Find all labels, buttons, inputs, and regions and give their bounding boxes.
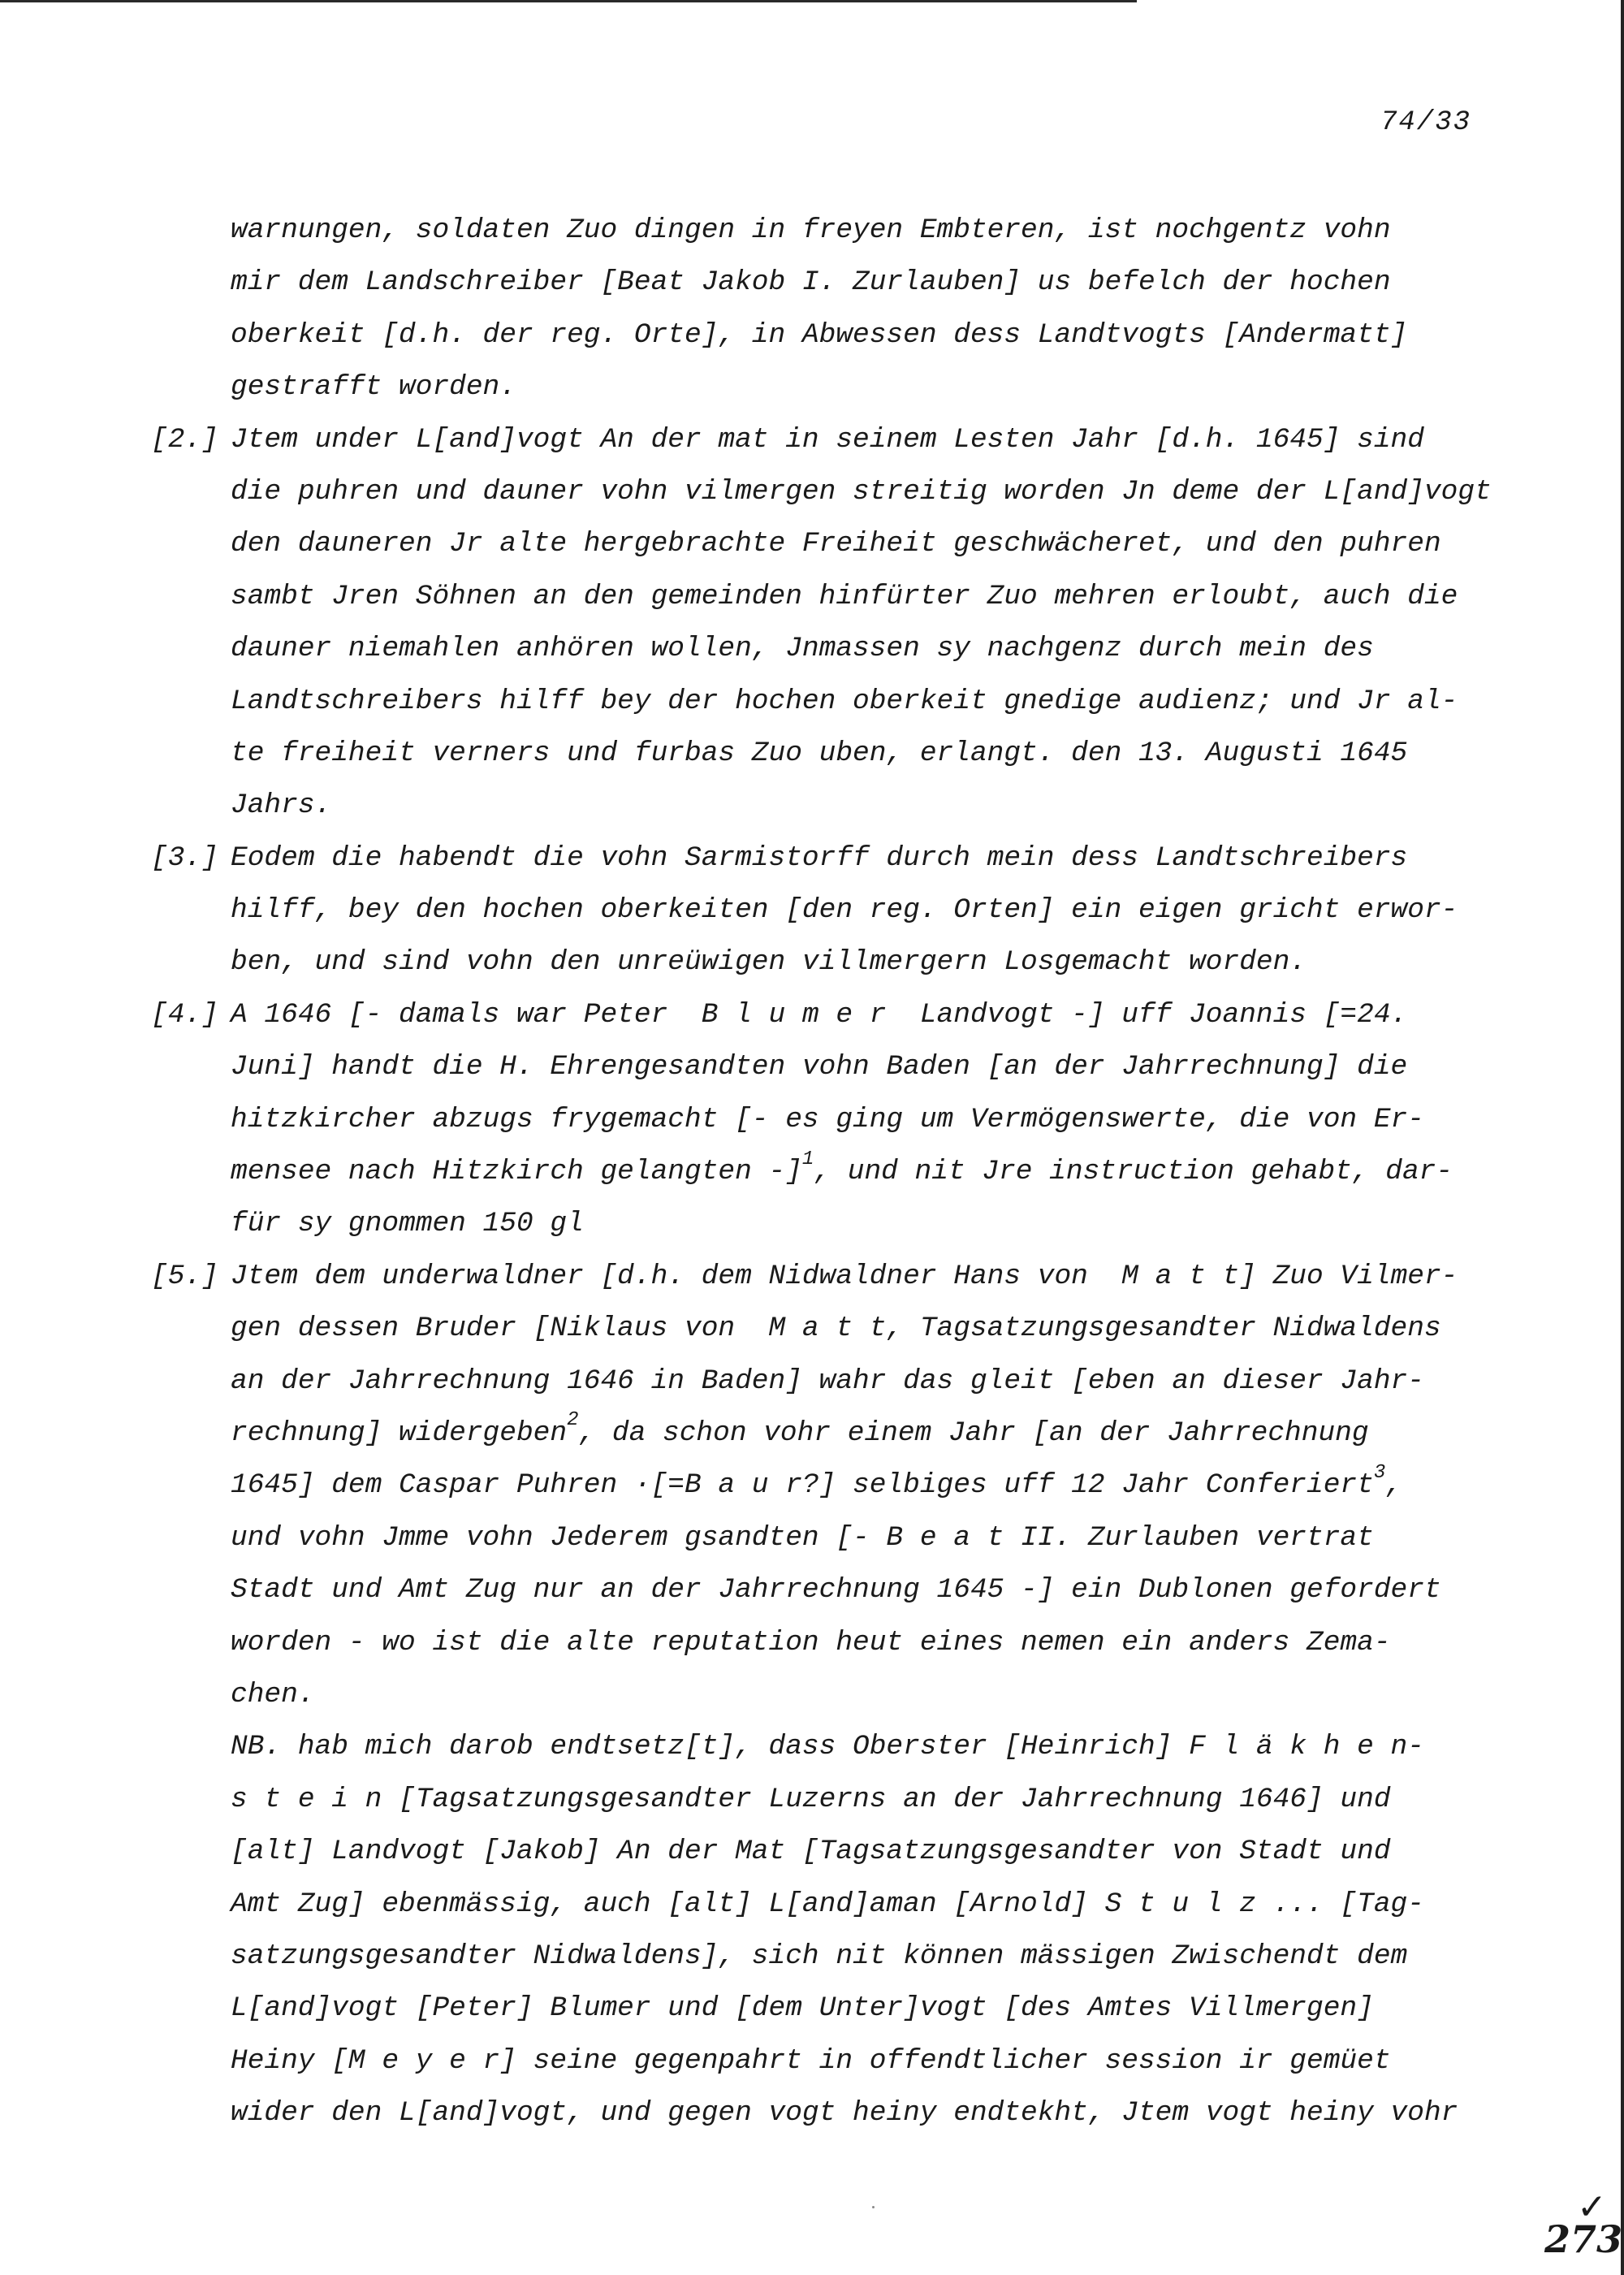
text-line — [231, 1460, 1562, 1512]
paragraph-number: [3.] — [151, 841, 218, 874]
line-text: 1645] dem Caspar Puhren ·[=B a u r?] selbiges uff 12 Jahr Conferiert — [231, 1469, 1374, 1502]
footnote-marker: 3 — [1373, 1461, 1386, 1484]
text-line — [231, 1303, 1562, 1355]
footnote-marker: 2 — [567, 1409, 579, 1432]
page-number: 74/33 — [1380, 107, 1472, 138]
line-text: den dauneren Jr alte hergebrachte Freiheit geschwächeret, und den puhren — [231, 528, 1441, 560]
line-text: L[and]vogt [Peter] Blumer und [dem Unter]vogt [des Amtes Villmergen] — [231, 1992, 1374, 2025]
line-text: s t e i n [Tagsatzungsgesandter Luzerns an der Jahrrechnung 1646] und — [231, 1783, 1391, 1815]
text-line — [151, 414, 1562, 466]
line-text: A 1646 [- damals war Peter B l u m e r Landvogt -] uff Joannis [=24. — [231, 998, 1408, 1031]
line-text: warnungen, soldaten Zuo dingen in freyen Embteren, ist nochgentz vohn — [231, 214, 1391, 246]
line-text: Stadt und Amt Zug nur an der Jahrrechnung 1645 -] ein Dublonen gefordert — [231, 1574, 1441, 1607]
text-line — [231, 1564, 1562, 1616]
text-line — [231, 1094, 1562, 1146]
text-line — [231, 728, 1562, 780]
line-text: rechnung] widergeben — [231, 1416, 568, 1449]
text-line — [231, 1198, 1562, 1250]
line-text: gestrafft worden. — [231, 371, 516, 404]
text-line — [231, 361, 1562, 413]
line-text: mir dem Landschreiber [Beat Jakob I. Zurlauben] us befelch der hochen — [231, 266, 1391, 299]
text-line — [231, 518, 1562, 570]
line-text: sambt Jren Söhnen an den gemeinden hinfürter Zuo mehren erloubt, auch die — [231, 580, 1458, 612]
checkmark-annotation: ✓ — [1577, 2186, 1607, 2228]
text-line — [231, 1983, 1562, 2035]
paragraph-number: [4.] — [151, 998, 218, 1031]
line-text: und vohn Jmme vohn Jederem gsandten [- B e a t II. Zurlauben vertrat — [231, 1521, 1374, 1554]
text-line — [231, 1669, 1562, 1721]
text-line — [231, 2087, 1562, 2139]
scan-speck — [872, 2206, 875, 2208]
line-text: mensee nach Hitzkirch gelangten -] — [231, 1156, 802, 1188]
text-line — [151, 1251, 1562, 1303]
line-text: Eodem die habendt die vohn Sarmistorff durch mein dess Landtschreibers — [231, 841, 1408, 874]
text-line — [151, 833, 1562, 884]
text-line — [231, 309, 1562, 361]
text-line — [151, 989, 1562, 1041]
text-line — [231, 623, 1562, 675]
line-text: an der Jahrrechnung 1646 in Baden] wahr das gleit [eben an dieser Jahr- — [231, 1365, 1424, 1397]
text-line — [231, 205, 1562, 257]
scan-border-top — [0, 0, 1137, 2]
line-text: Amt Zug] ebenmässig, auch [alt] L[and]aman [Arnold] S t u l z ... [Tag- — [231, 1888, 1424, 1920]
line-text: gen dessen Bruder [Niklaus von M a t t, Tagsatzungsgesandter Nidwaldens — [231, 1313, 1441, 1345]
line-text: Jtem dem underwaldner [d.h. dem Nidwaldner Hans von M a t t] Zuo Vilmer- — [231, 1260, 1458, 1292]
line-text: Landtschreibers hilff bey der hochen oberkeit gnedige audienz; und Jr al- — [231, 685, 1458, 717]
text-line — [231, 676, 1562, 728]
line-text: oberkeit [d.h. der reg. Orte], in Abwessen dess Landtvogts [Andermatt] — [231, 318, 1408, 351]
line-text: satzungsgesandter Nidwaldens], sich nit können mässigen Zwischendt dem — [231, 1940, 1408, 1972]
text-line — [231, 1512, 1562, 1564]
text-line — [231, 1774, 1562, 1826]
text-line — [231, 1617, 1562, 1669]
line-text: chen. — [231, 1678, 315, 1711]
line-text: Jtem under L[and]vogt An der mat in seinem Lesten Jahr [d.h. 1645] sind — [231, 423, 1424, 456]
line-text: für sy gnommen 150 gl — [231, 1208, 584, 1240]
line-text: te freiheit verners und furbas Zuo uben, erlangt. den 13. Augusti 1645 — [231, 737, 1408, 769]
text-line — [231, 466, 1562, 518]
text-line — [231, 1826, 1562, 1878]
text-line — [231, 1356, 1562, 1408]
text-line — [231, 936, 1562, 988]
line-text: Jahrs. — [231, 789, 332, 822]
text-line — [231, 1408, 1562, 1460]
text-line — [231, 571, 1562, 623]
text-line — [231, 257, 1562, 309]
line-text-continued: , — [1385, 1469, 1402, 1502]
text-line — [231, 1041, 1562, 1093]
text-line — [231, 1931, 1562, 1983]
paragraph-number: [2.] — [151, 423, 218, 456]
scan-border-right — [1621, 0, 1624, 2275]
line-text: Juni] handt die H. Ehrengesandten vohn Baden [an der Jahrrechnung] die — [231, 1051, 1408, 1083]
line-text: hitzkircher abzugs frygemacht [- es ging um Vermögenswerte, die von Er- — [231, 1103, 1424, 1135]
folio-number: 273 — [1544, 2217, 1623, 2261]
text-line — [231, 884, 1562, 936]
line-text: wider den L[and]vogt, und gegen vogt heiny endtekht, Jtem vogt heiny vohr — [231, 2097, 1458, 2130]
line-text: dauner niemahlen anhören wollen, Jnmassen sy nachgenz durch mein des — [231, 633, 1374, 665]
line-text-continued: , da schon vohr einem Jahr [an der Jahrrechnung — [578, 1416, 1369, 1449]
text-line — [231, 780, 1562, 832]
line-text: Heiny [M e y e r] seine gegenpahrt in offendtlicher session ir gemüet — [231, 2044, 1391, 2077]
text-line — [231, 1146, 1562, 1198]
text-line — [231, 1721, 1562, 1773]
line-text: hilff, bey den hochen oberkeiten [den reg. Orten] ein eigen gricht erwor- — [231, 894, 1458, 927]
line-text: NB. hab mich darob endtsetz[t], dass Oberster [Heinrich] F l ä k h e n- — [231, 1731, 1424, 1763]
footnote-marker: 1 — [801, 1148, 814, 1170]
line-text: [alt] Landvogt [Jakob] An der Mat [Tagsatzungsgesandter von Stadt und — [231, 1836, 1391, 1868]
line-text-continued: , und nit Jre instruction gehabt, dar- — [814, 1156, 1453, 1188]
line-text: ben, und sind vohn den unreüwigen villmergern Losgemacht worden. — [231, 946, 1307, 979]
paragraph-number: [5.] — [151, 1260, 218, 1292]
text-line — [231, 2035, 1562, 2087]
line-text: worden - wo ist die alte reputation heut eines nemen ein anders Zema- — [231, 1626, 1391, 1659]
line-text: die puhren und dauner vohn vilmergen streitig worden Jn deme der L[and]vogt — [231, 475, 1492, 508]
document-body — [151, 205, 1562, 2139]
text-line — [231, 1879, 1562, 1931]
